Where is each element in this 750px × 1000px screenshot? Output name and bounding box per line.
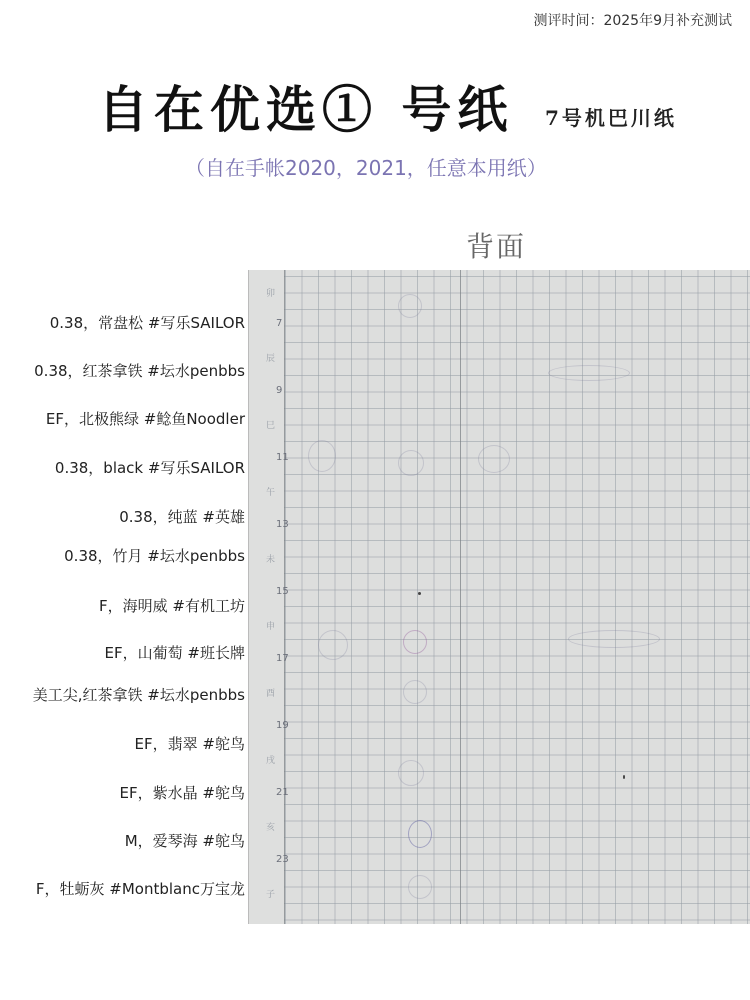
pen-label: 0.38，常盘松 #写乐SAILOR <box>49 314 245 332</box>
show-through-mark <box>403 630 427 654</box>
column-divider-line <box>460 270 461 924</box>
show-through-mark <box>548 365 630 381</box>
pen-label: 0.38，black #写乐SAILOR <box>54 459 245 477</box>
hour-number: 21 <box>276 787 289 798</box>
pen-label: M，爱琴海 #鸵鸟 <box>124 832 245 850</box>
back-side-label: 背面 <box>466 230 527 263</box>
show-through-mark <box>403 680 427 704</box>
pen-label: 0.38，竹月 #坛水penbbs <box>64 547 245 565</box>
hour-number: 15 <box>276 586 289 597</box>
hour-number: 19 <box>276 720 289 731</box>
pen-label: F，海明威 #有机工坊 <box>99 597 245 615</box>
show-through-mark <box>408 875 432 899</box>
pen-label: 0.38，纯蓝 #英雄 <box>119 508 245 526</box>
earthly-branch-mark: 申 <box>266 622 276 632</box>
hour-number: 13 <box>276 519 289 530</box>
show-through-mark <box>308 440 336 472</box>
earthly-branch-mark: 酉 <box>266 689 276 699</box>
show-through-mark <box>318 630 348 660</box>
earthly-branch-mark: 戌 <box>266 756 276 766</box>
show-through-mark <box>478 445 510 473</box>
pen-label: 美工尖,红茶拿铁 #坛水penbbs <box>32 686 245 704</box>
pen-label: EF，翡翠 #鸵鸟 <box>134 735 245 753</box>
paper-back-photo <box>248 270 750 924</box>
show-through-mark <box>568 630 660 648</box>
hour-number: 11 <box>276 452 289 463</box>
time-column-line <box>284 270 285 924</box>
sub-title: 7号机巴川纸 <box>545 106 677 130</box>
hour-number: 7 <box>276 318 283 329</box>
earthly-branch-mark: 午 <box>266 488 276 498</box>
earthly-branch-mark: 未 <box>266 555 276 565</box>
earthly-branch-mark: 卯 <box>266 289 276 299</box>
earthly-branch-mark: 子 <box>266 890 276 900</box>
usage-note: （自在手帐2020，2021，任意本用纸） <box>185 156 547 180</box>
paper-edge <box>248 270 750 924</box>
show-through-mark <box>398 760 424 786</box>
test-time-text: 测评时间：2025年9月补充测试 <box>533 13 732 29</box>
earthly-branch-mark: 亥 <box>266 823 276 833</box>
pen-label: F，牡蛎灰 #Montblanc万宝龙 <box>35 880 245 898</box>
pen-label: 0.38，红茶拿铁 #坛水penbbs <box>34 362 245 380</box>
pen-label: EF，紫水晶 #鸵鸟 <box>119 784 245 802</box>
earthly-branch-mark: 巳 <box>266 421 276 431</box>
pen-label: EF，北极熊绿 #鲶鱼Noodler <box>45 410 245 428</box>
show-through-mark <box>398 294 422 318</box>
pen-label: EF，山葡萄 #班长牌 <box>104 644 245 662</box>
hour-number: 17 <box>276 653 289 664</box>
title-row <box>0 70 750 140</box>
hour-number: 9 <box>276 385 283 396</box>
show-through-mark <box>408 820 432 848</box>
show-through-mark <box>398 450 424 476</box>
ink-dot <box>623 775 625 779</box>
ink-dot <box>418 592 421 595</box>
hour-number: 23 <box>276 854 289 865</box>
earthly-branch-mark: 辰 <box>266 354 276 364</box>
main-title: 自在优选① 号纸 <box>98 80 514 139</box>
